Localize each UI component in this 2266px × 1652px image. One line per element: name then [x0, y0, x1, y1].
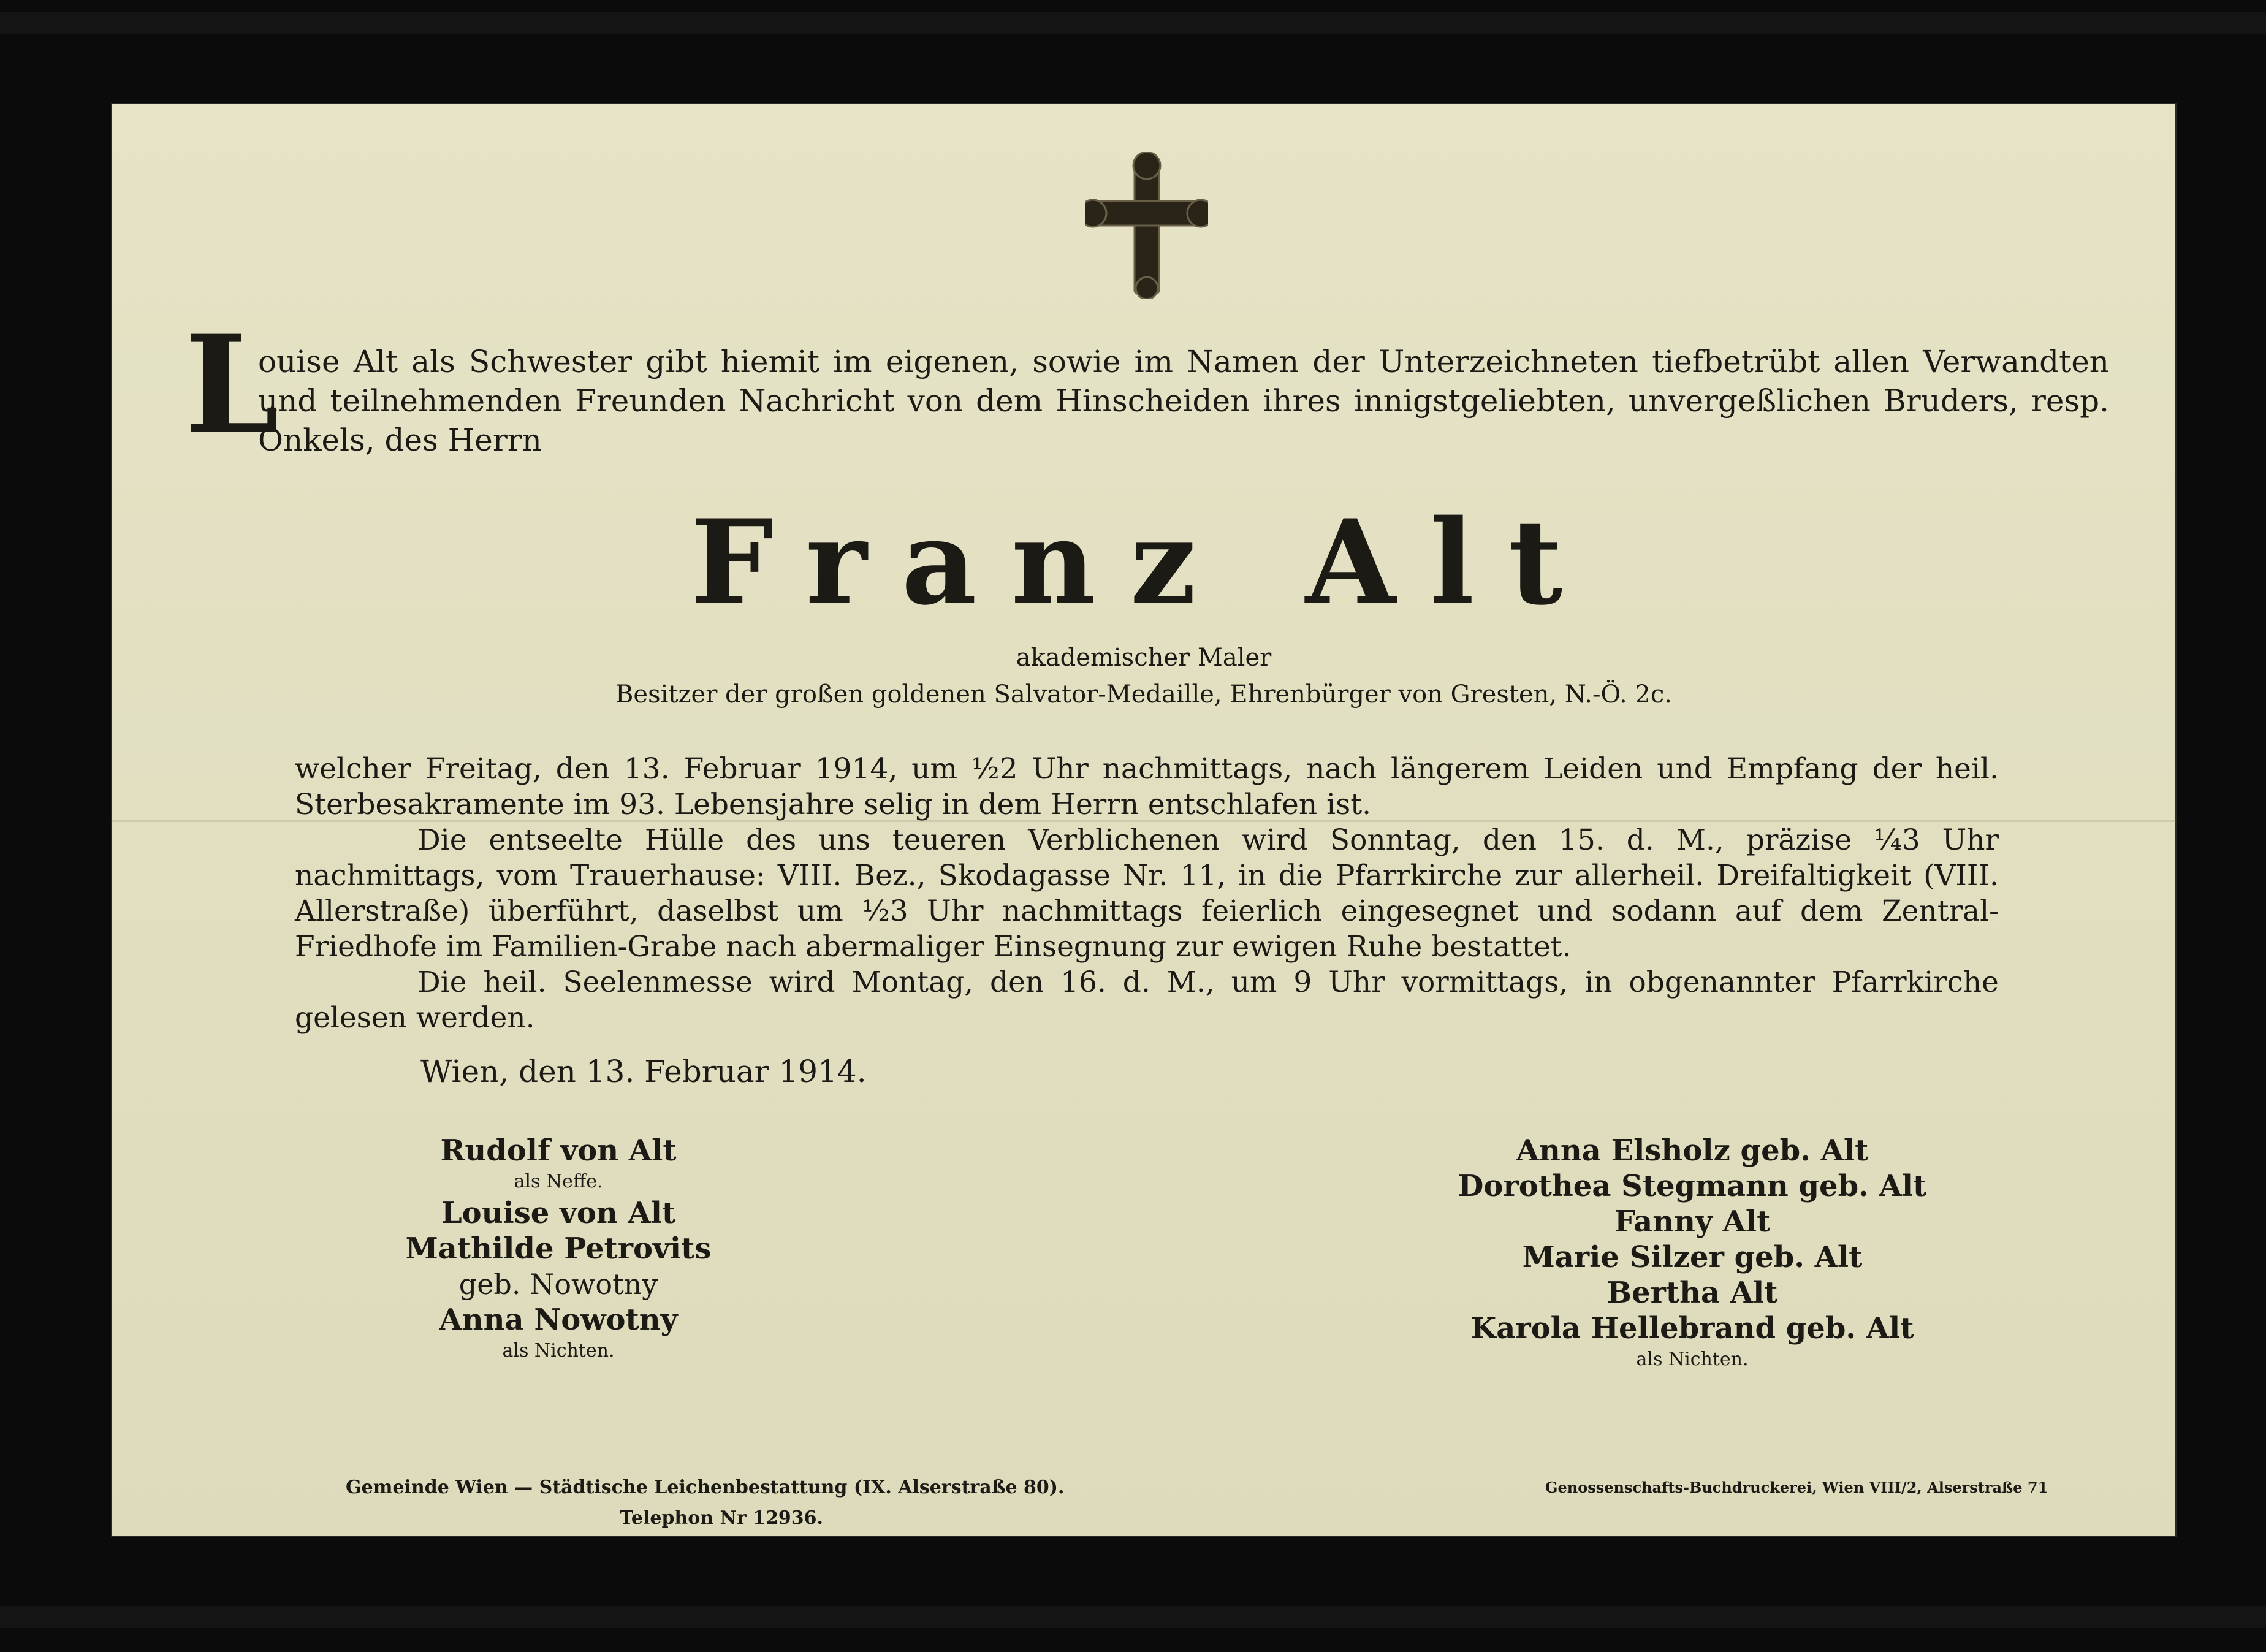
signatory-maiden-name: geb. Nowotny: [458, 1268, 658, 1301]
signatories-left: [283, 1133, 834, 1365]
signatory-name: Dorothea Stegmann geb. Alt: [1458, 1169, 1927, 1203]
signatory-name: Anna Nowotny: [439, 1303, 678, 1337]
signatory-name: Louise von Alt: [441, 1196, 676, 1230]
signatory-role: als Nichten.: [1636, 1349, 1749, 1370]
intro-paragraph: [184, 305, 2109, 464]
paragraph-funeral: Die entseelte Hülle des uns teueren Verblichenen wird Sonntag, den 15. d. M., präzise ¼3 Uhr nachmittags, vom Trauerhause: VIII. Bez., Skodagasse Nr. 11, in die Pfarrkirche zur allerheil. Dreifaltigkeit (VIII. Allerstraße) überführt, daselbst um ½3 Uhr nachmittags feierlich eingesegnet und sodann auf dem Zentral-Friedhofe im Familien-Grabe nach abermaliger Einsegnung zur ewigen Ruhe bestattet.: [295, 823, 1999, 964]
frame-bottom: [0, 1606, 2266, 1628]
signatory-role: als Nichten.: [502, 1340, 615, 1361]
decorative-initial: L: [184, 305, 279, 464]
deceased-profession: akademischer Maler: [1016, 644, 1272, 672]
paragraph-mass: Die heil. Seelenmesse wird Montag, den 16. d. M., um 9 Uhr vormittags, in obgenannter Pfarrkirche gelesen werden.: [295, 965, 1999, 1035]
signatory-name: Fanny Alt: [1614, 1205, 1771, 1239]
cross-icon: [1085, 152, 1208, 299]
signatories-right: [1416, 1133, 1968, 1373]
signatory-name: Anna Elsholz geb. Alt: [1516, 1133, 1869, 1168]
signatory-name: Mathilde Petrovits: [405, 1231, 712, 1266]
signatory-name: Rudolf von Alt: [440, 1133, 677, 1168]
death-notice-paper: [111, 103, 2177, 1537]
frame-top: [0, 12, 2266, 34]
signatory-role: als Neffe.: [514, 1171, 603, 1192]
signatory-name: Marie Silzer geb. Alt: [1522, 1240, 1863, 1274]
footer-telephone: Telephon Nr 12936.: [620, 1507, 823, 1529]
signatory-name: Karola Hellebrand geb. Alt: [1470, 1311, 1914, 1346]
main-text: [295, 752, 1999, 1036]
deceased-honors: Besitzer der großen goldenen Salvator-Medaille, Ehrenbürger von Gresten, N.-Ö. 2c.: [615, 680, 1672, 709]
footer-printer: Genossenschafts-Buchdruckerei, Wien VIII/2, Alserstraße 71: [1545, 1479, 2048, 1496]
paragraph-death: welcher Freitag, den 13. Februar 1914, um ½2 Uhr nachmittags, nach längerem Leiden und Empfang der heil. Sterbesakramente im 93. Lebensjahre selig in dem Herrn entschlafen ist.: [295, 752, 1999, 821]
deceased-name: Franz Alt: [690, 494, 1597, 631]
footer-undertaker: Gemeinde Wien — Städtische Leichenbestattung (IX. Alserstraße 80).: [346, 1477, 1065, 1498]
intro-text: ouise Alt als Schwester gibt hiemit im eigenen, sowie im Namen der Unterzeichneten tiefbetrübt allen Verwandten und teilnehmenden Freunden Nachricht von dem Hinscheiden ihres innigstgeliebten, unvergeßlichen Bruders, resp. Onkels, des Herrn: [258, 344, 2109, 458]
signatory-name: Bertha Alt: [1606, 1276, 1778, 1310]
dateline: Wien, den 13. Februar 1914.: [420, 1054, 867, 1089]
